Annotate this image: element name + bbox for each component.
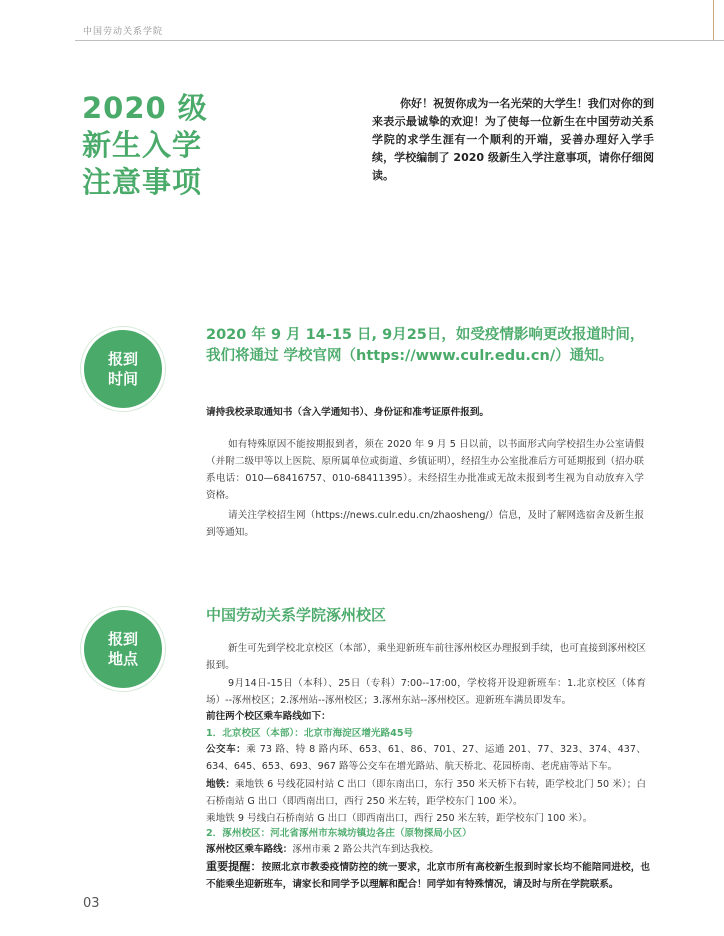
bus-label: 公交车： [206,744,247,755]
leave-request-paragraph: 如有特殊原因不能按期报到者，须在 2020 年 9 月 5 日以前，以书面形式向学校招生办公室请假（并附二级甲等以上医院、原所属单位或街道、乡镇证明），经招生办公室批准后方可延期报到（招办联系电话：010—68416757、010-68411395）。未经招生办批准或无故未报到考生视为自动放弃入学资格。 [206,439,644,501]
heading-line-2: 我们将通过 学校官网（https://www.culr.edu.cn/）通知。 [206,348,614,364]
badge-report-location [84,610,162,688]
badge-line-2: 时间 [107,370,138,388]
subway-label: 地铁： [206,779,235,790]
bus-text: 乘 73 路、特 8 路内环、653、61、86、701、27、运通 201、77、323、374、437、634、645、653、693、967 路等公交车在增光路站、航天桥北、花园桥南、老虎庙等站下车。 [206,744,646,772]
zhuozhou-label: 涿州校区乘车路线： [206,844,293,855]
admissions-site-paragraph: 请关注学校招生网（https://news.culr.edu.cn/zhaosheng/）信息，及时了解网选宿舍及新生报到等通知。 [206,510,644,538]
beijing-campus-address: 1．北京校区（本部）：北京市海淀区增光路45号 [206,728,414,739]
subway-text: 乘地铁 6 号线花园村站 C 出口（即东南出口，东行 350 米天桥下右转，距学校北门 50 米）；白石桥南站 G 出口（即西南出口，西行 250 米左转，距学校东门 100 米）。 [206,779,647,807]
page-number: 03 [83,896,100,911]
zhuozhou-text: 涿州市乘 2 路公共汽车到达我校。 [292,844,439,855]
important-notice [206,858,650,893]
shuttle-bus-paragraph: 9月14日-15日（本科）、25日（专科）7:00--17:00，学校将开设迎新班车：1.北京校区（体育场）--涿州校区；2.涿州站--涿州校区；3.涿州东站--涿州校区。迎新班车满员即发车。 [206,678,646,706]
badge-line-1: 报到 [107,350,138,368]
zhuozhou-route [206,841,439,858]
title-line-2: 新生入学 [82,128,203,162]
zhuozhou-campus-address: 2．涿州校区：河北省涿州市东城坊镇边各庄（原物探局小区） [206,828,472,839]
subway-line9-route: 乘地铁 9 号线白石桥南站 G 出口（即西南出口，西行 250 米左转，距学校东门 100 米）。 [206,813,593,824]
documents-required: 请持我校录取通知书（含入学通知书）、身份证和准考证原件报到。 [206,407,490,418]
header-label: 中国劳动关系学院 [83,27,164,37]
badge-line-2: 地点 [107,650,138,668]
campus-intro-paragraph: 新生可先到学校北京校区（本部），乘坐迎新班车前往涿州校区办理报到手续，也可直接到涿州校区报到。 [206,643,646,671]
report-location-heading: 中国劳动关系学院涿州校区 [206,606,387,624]
page-title [82,90,232,201]
report-time-heading [206,325,696,367]
heading-line-1: 2020 年 9 月 14-15 日, 9月25日，如受疫情影响更改报道时间， [206,327,645,343]
notice-label: 重要提醒： [206,860,262,873]
route-title: 前往两个校区乘车路线如下： [206,711,331,722]
title-line-1: 2020 级 [82,91,208,125]
subway-route [206,776,646,810]
bus-route [206,741,646,775]
badge-report-time [84,330,162,408]
header-divider [75,40,724,41]
badge-line-1: 报到 [107,630,138,648]
notice-text: 按照北京市教委疫情防控的统一要求，北京市所有高校新生报到时家长均不能陪同进校，也不能乘坐迎新班车，请家长和同学予以理解和配合！同学如有特殊情况，请及时与所在学院联系。 [206,862,651,890]
intro-paragraph: 你好！祝贺你成为一名光荣的大学生！我们对你的到来表示最诚挚的欢迎！为了使每一位新生在中国劳动关系学院的求学生涯有一个顺利的开端，妥善办理好入学手续，学校编制了 2020 级新生入学注意事项，请你仔细阅读。 [372,97,654,182]
corner-accent-line [713,0,714,40]
title-line-3: 注意事项 [82,165,203,199]
